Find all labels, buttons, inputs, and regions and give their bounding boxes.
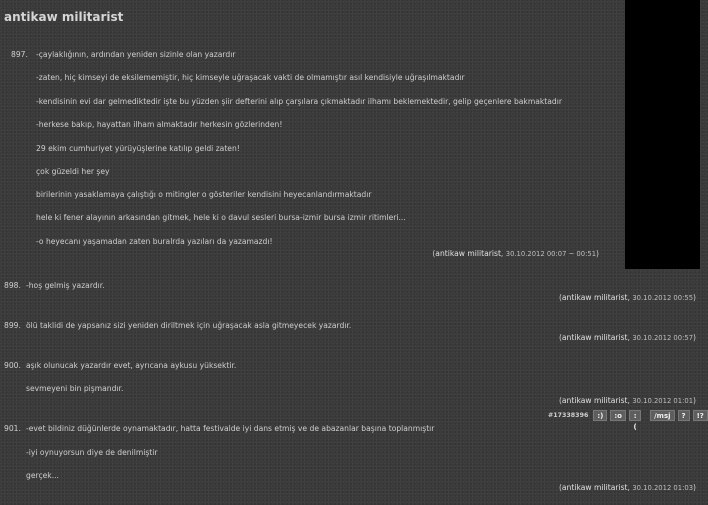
entry-toolbar	[548, 409, 708, 431]
author-link[interactable]: antikaw militarist	[561, 293, 628, 302]
surprised-button[interactable]: :o	[610, 410, 626, 421]
entry-number: 899.	[4, 321, 21, 330]
entry-date: 30.10.2012 00:57	[632, 334, 694, 342]
question-button[interactable]: ?	[678, 410, 690, 421]
black-side-panel	[625, 0, 700, 269]
entry-line: birilerinin yasaklamaya çalıştığı o mitingler o gösteriler kendisini heyecanlandırmaktadır	[36, 190, 372, 199]
entry-signature: (antikaw militarist, 30.10.2012 00:55)	[558, 293, 696, 302]
entry-signature: (antikaw militarist, 30.10.2012 00:07 ~ 00:51)	[432, 249, 599, 258]
entry-line: -zaten, hiç kimseyi de eksilememiştir, hiç kimseyle uğraşacak vakti de olmamıştır asıl kendisiyle uğraşılmaktadır	[36, 73, 465, 82]
entry-date: 30.10.2012 00:07 ~ 00:51	[505, 250, 597, 258]
message-button[interactable]: /msj	[650, 410, 674, 421]
report-button[interactable]: !?	[693, 410, 708, 421]
entry-date: 30.10.2012 01:01	[632, 397, 694, 405]
author-link[interactable]: antikaw militarist	[435, 249, 501, 258]
entry-date: 30.10.2012 00:55	[632, 294, 694, 302]
entry-signature: (antikaw militarist, 30.10.2012 01:03)	[558, 483, 696, 492]
entry-line: -kendisinin evi dar gelmediktedir işte bu yüzden şiir defterini alıp çarşılara çıkmaktadır ilhamı beklemektedir, gelip geçenlere bakmaktadır	[36, 97, 562, 106]
sad-button[interactable]: :(	[629, 410, 641, 421]
entry-date: 30.10.2012 01:03	[632, 484, 694, 492]
entry-line: gerçek...	[26, 471, 59, 480]
entry-line: çok güzeldi her şey	[36, 167, 110, 176]
entry-line: aşık olunucak yazardır evet, ayrıcana aykusu yüksektir.	[26, 361, 237, 370]
entry-line: -iyi oynuyorsun diye de denilmiştir	[26, 448, 158, 457]
entry-number: 897.	[11, 50, 28, 59]
entry-line: -o heyecanı yaşamadan zaten buralrda yazıları da yazamazdı!	[36, 237, 273, 246]
entry-line: -herkese bakıp, hayattan ilham almaktadır herkesin gözlerinden!	[36, 120, 283, 129]
author-link[interactable]: antikaw militarist	[561, 333, 628, 342]
entry-signature: (antikaw militarist, 30.10.2012 00:57)	[558, 333, 696, 342]
entry-number: 898.	[4, 281, 21, 290]
entry-line: hele ki fener alayının arkasından gitmek, hele ki o davul sesleri bursa-izmir bursa izmir ritimleri...	[36, 213, 406, 222]
smile-button[interactable]: :)	[593, 410, 607, 421]
entry-line: -evet bildiniz düğünlerde oynamaktadır, hatta festivalde iyi dans etmiş ve de abazanlar başına toplanmıştır	[26, 424, 435, 433]
entry-number: 901.	[4, 424, 21, 433]
entry-line: ölü taklidi de yapsanız sizi yeniden diriltmek için uğraşacak asla gitmeyecek yazardır.	[26, 321, 352, 330]
author-link[interactable]: antikaw militarist	[561, 483, 628, 492]
entry-signature: (antikaw militarist, 30.10.2012 01:01)	[558, 396, 696, 405]
entry-number: 900.	[4, 361, 21, 370]
entry-line: 29 ekim cumhuriyet yürüyüşlerine katılıp geldi zaten!	[36, 144, 240, 153]
entry-id[interactable]: #17338396	[548, 411, 589, 419]
entry-line: sevmeyeni bin pişmandır.	[26, 384, 124, 393]
entry-line: -hoş gelmiş yazardır.	[26, 281, 105, 290]
entry-line: -çaylaklığının, ardından yeniden sizinle olan yazardır	[36, 50, 236, 59]
page-title[interactable]: antikaw militarist	[4, 10, 124, 24]
author-link[interactable]: antikaw militarist	[561, 396, 628, 405]
